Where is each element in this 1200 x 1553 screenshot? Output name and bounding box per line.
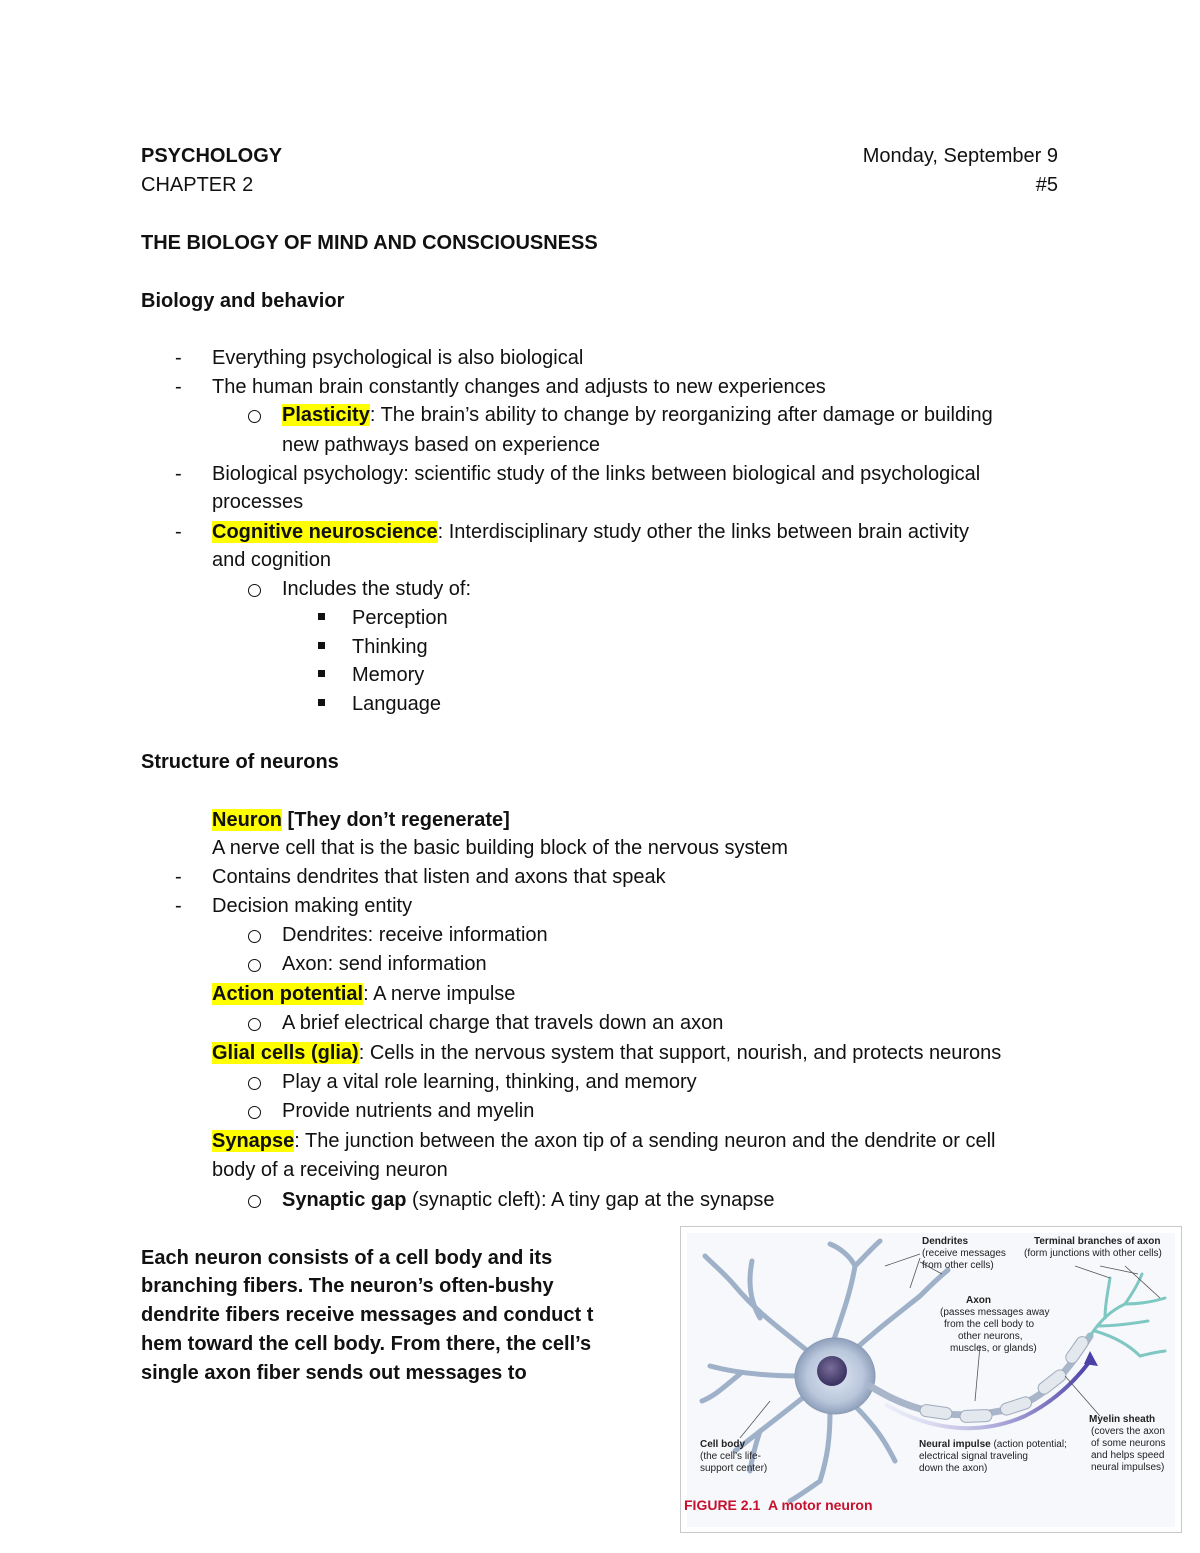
bullet-dash: - [175,521,182,543]
definition-text: (synaptic cleft): A tiny gap at the synapse [406,1189,775,1211]
terminal-branches-desc: (form junctions with other cells) [1024,1248,1162,1259]
definition-text: : The junction between the axon tip of a sending neuron and the dendrite or cell [294,1130,996,1152]
neuron-definition: A nerve cell that is the basic building block of the nervous system [212,837,788,859]
sub-bullet-text: Provide nutrients and myelin [282,1100,535,1122]
bullet-dash: - [175,895,182,917]
cell-body-desc: (the cell’s life- [700,1451,761,1462]
bullet-dash: - [175,347,182,369]
definition-text: : Cells in the nervous system that support, nourish, and protects neurons [358,1042,1002,1064]
sub-bullet-text: Play a vital role learning, thinking, and memory [282,1071,697,1093]
sub-bullet-circle [248,1077,261,1090]
bullet-text: Contains dendrites that listen and axons that speak [212,866,666,888]
list-item: Perception [352,607,448,629]
list-item: Thinking [352,636,428,658]
term-neuron: Neuron [212,809,282,831]
paragraph-line: hem toward the cell body. From there, the cell’s [141,1333,592,1355]
definition-text-cont: body of a receiving neuron [212,1159,448,1181]
figure-caption [684,1497,873,1513]
sub-bullet-text: Includes the study of: [282,578,472,600]
square-bullet [318,642,325,649]
term-synaptic-gap: Synaptic gap [282,1189,407,1211]
myelin-sheath-label: Myelin sheath [1089,1414,1156,1425]
cell-body-desc: support center) [700,1463,768,1474]
definition-text: : The brain’s ability to change by reorganizing after damage or building [369,404,993,426]
dendrites-desc: from other cells) [922,1260,994,1271]
axon-label: Axon [966,1295,991,1306]
nucleus-shape [817,1356,847,1386]
square-bullet [318,670,325,677]
definition-text-cont: new pathways based on experience [282,434,600,456]
sub-bullet-text: Dendrites: receive information [282,924,548,946]
list-item: Memory [352,664,425,686]
terminal-branches-label: Terminal branches of axon [1034,1236,1161,1247]
plasticity-definition [282,401,993,430]
synapse-definition [212,1127,996,1156]
myelin-sheath-desc: neural impulses) [1091,1462,1165,1473]
arrowhead-icon [1084,1351,1098,1366]
axon-desc: from the cell body to [944,1319,1035,1330]
sub-bullet-circle [248,584,261,597]
bullet-dash: - [175,463,182,485]
action-potential-definition [212,980,515,1009]
cognitive-neuroscience-definition [212,518,969,547]
cell-body-label: Cell body [700,1439,746,1450]
term-cognitive-neuroscience: Cognitive neuroscience [212,521,438,543]
bullet-text-cont: and cognition [212,549,331,571]
axon-desc: muscles, or glands) [950,1343,1037,1354]
term-action-potential: Action potential [212,983,364,1005]
paragraph-line: dendrite fibers receive messages and conduct t [141,1304,594,1326]
figure-title: A motor neuron [768,1497,873,1513]
page-title: THE BIOLOGY OF MIND AND CONSCIOUSNESS [141,232,598,254]
glial-cells-definition [212,1039,1001,1068]
dendrites-desc: (receive messages [922,1248,1006,1259]
bullet-dash: - [175,866,182,888]
neural-impulse-title: Neural impulse [919,1439,991,1450]
sub-bullet-circle [248,1018,261,1031]
definition-text: : Interdisciplinary study other the links between brain activity [437,521,969,543]
sub-bullet-circle [248,1106,261,1119]
definition-text: : A nerve impulse [363,983,516,1005]
date-text: Monday, September 9 [862,145,1058,167]
section-heading-neurons: Structure of neurons [141,751,339,773]
sub-bullet-circle [248,410,261,423]
paragraph-line: branching fibers. The neuron’s often-bushy [141,1275,554,1297]
neural-impulse-desc: (action potential; [990,1439,1067,1450]
sub-bullet-circle [248,1195,261,1208]
neuron-note: [They don’t regenerate] [282,809,510,831]
term-plasticity: Plasticity [282,404,370,426]
list-item: Language [352,693,441,715]
axon-desc: (passes messages away [940,1307,1050,1318]
bullet-dash: - [175,376,182,398]
bullet-text: Biological psychology: scientific study of the links between biological and psychological [212,463,981,485]
myelin-sheath-desc: of some neurons [1091,1438,1166,1449]
subject-heading: PSYCHOLOGY [141,145,283,167]
myelin-sheath-desc: and helps speed [1091,1450,1165,1461]
neuron-heading [212,806,510,835]
bullet-text: Everything psychological is also biological [212,347,584,369]
synaptic-gap-definition [282,1186,774,1215]
bullet-text: The human brain constantly changes and adjusts to new experiences [212,376,826,398]
sub-bullet-circle [248,930,261,943]
sub-bullet-text: A brief electrical charge that travels down an axon [282,1012,724,1034]
dendrites-label: Dendrites [922,1236,969,1247]
paragraph-line: single axon fiber sends out messages to [141,1362,527,1384]
bullet-text: Decision making entity [212,895,413,917]
chapter-text: CHAPTER 2 [141,174,254,196]
figure-number: FIGURE 2.1 [684,1497,761,1513]
term-glial-cells: Glial cells (glia) [212,1042,359,1064]
sub-bullet-text: Axon: send information [282,953,487,975]
neural-impulse-label [919,1439,1067,1451]
term-synapse: Synapse [212,1130,295,1152]
square-bullet [318,613,325,620]
paragraph-line: Each neuron consists of a cell body and its [141,1247,553,1269]
sub-bullet-circle [248,959,261,972]
square-bullet [318,699,325,706]
neural-impulse-desc: down the axon) [919,1463,988,1474]
terminal-branches [1090,1274,1165,1356]
note-number: #5 [1035,174,1058,196]
bullet-text-cont: processes [212,491,304,513]
axon-desc: other neurons, [958,1331,1023,1342]
myelin-sheath-desc: (covers the axon [1091,1426,1165,1437]
section-heading-biology: Biology and behavior [141,290,345,312]
neural-impulse-desc: electrical signal traveling [919,1451,1028,1462]
